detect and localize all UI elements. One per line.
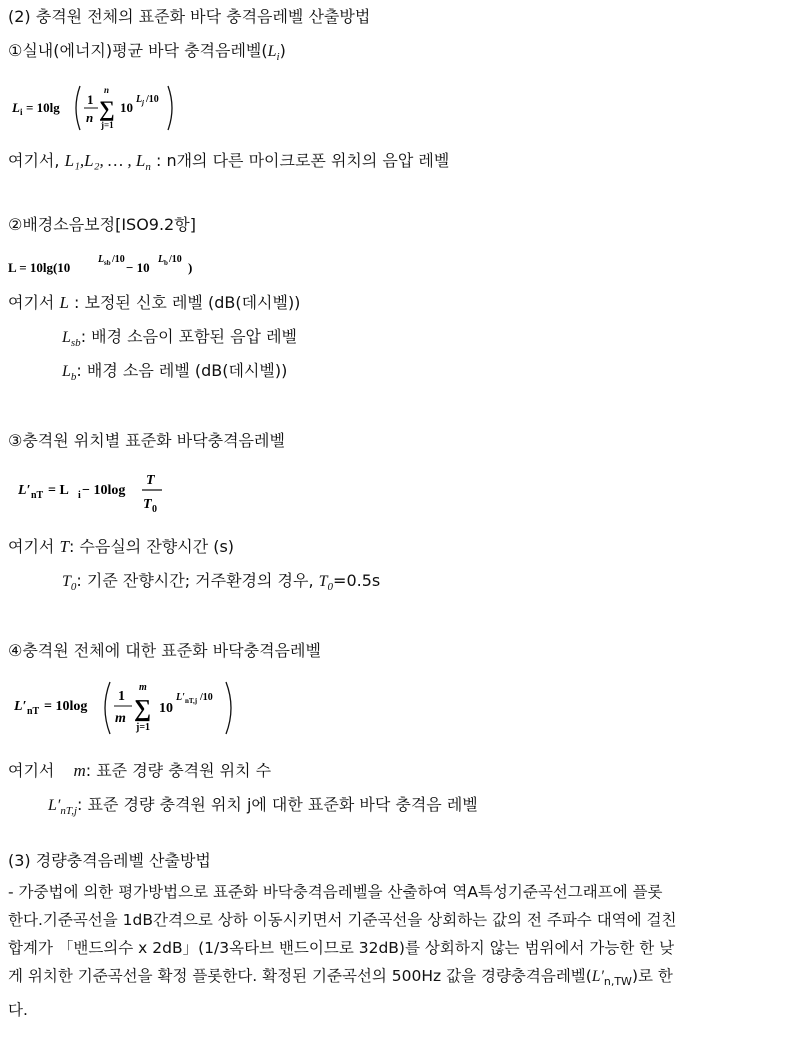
svg-text:1: 1 <box>118 689 125 704</box>
svg-text:L: L <box>98 254 105 265</box>
section-2-title: (2) 충격원 전체의 표준화 바닥 충격음레벨 산출방법 <box>8 7 371 26</box>
sub2-item-lb: $L_b$: 배경 소음 레벨 (dB(데시벨)) <box>62 361 288 384</box>
paragraph-line: 합계가 「밴드의수 x 2dB」(1/3옥타브 밴드이므로 32dB)를 상회하지 않는 범위에서 가능한 한 낮 <box>8 939 675 957</box>
paragraph-line: 한다.기준곡선을 1dB간격으로 상하 이동시키면서 기준곡선을 상회하는 값의 전 주파수 대역에 걸친 <box>8 911 677 929</box>
svg-text:L: L <box>12 100 20 115</box>
svg-text:m: m <box>139 682 147 693</box>
equation-position-standardized-graphic <box>18 464 188 520</box>
equation-background-correction-graphic <box>8 250 208 280</box>
svg-text:− 10: − 10 <box>126 260 150 275</box>
sub4-description: 여기서 m: 표준 경량 충격원 위치 수 <box>8 761 272 780</box>
equation-overall-standardized-graphic <box>14 676 244 740</box>
svg-text:j: j <box>142 99 144 107</box>
svg-text:0: 0 <box>152 504 157 515</box>
svg-text:/10: /10 <box>169 254 182 265</box>
sub2-title: ②배경소음보정[ISO9.2항] <box>8 215 196 234</box>
svg-text:/10: /10 <box>146 94 159 105</box>
svg-text:n: n <box>104 85 110 95</box>
svg-text:j=1: j=1 <box>136 722 151 733</box>
svg-text:nT,j: nT,j <box>185 697 198 705</box>
svg-text:10: 10 <box>120 100 133 115</box>
svg-text:= 10lg: = 10lg <box>26 100 60 115</box>
sub3-description: 여기서 T: 수음실의 잔향시간 (s) <box>8 537 235 556</box>
svg-text:10: 10 <box>159 701 173 716</box>
svg-text:/10: /10 <box>200 692 213 703</box>
sub3-item-t0: $T_0$: 기준 잔향시간; 거주환경의 경우, $T_0=0.5s$ <box>62 571 381 594</box>
svg-text:L = 10lg(10: L = 10lg(10 <box>8 260 71 275</box>
svg-text:1: 1 <box>87 92 94 107</box>
svg-text:nT: nT <box>31 490 44 501</box>
sub3-title: ③충격원 위치별 표준화 바닥충격음레벨 <box>8 431 285 450</box>
paragraph-line: 다. <box>8 1001 28 1020</box>
svg-text:i: i <box>78 490 81 501</box>
svg-text:nT: nT <box>27 706 40 717</box>
equation-overall-standardized <box>14 676 244 745</box>
svg-text:= L: = L <box>48 483 69 498</box>
svg-text:− 10log: − 10log <box>82 483 126 498</box>
svg-text:j=1: j=1 <box>101 120 114 130</box>
svg-text:m: m <box>115 711 126 726</box>
equation-background-correction <box>8 250 208 285</box>
sub1-title: ①실내(에너지)평균 바닥 충격음레벨$(L_i)$ <box>8 41 286 64</box>
svg-text:/10: /10 <box>112 254 125 265</box>
equation-position-standardized <box>18 464 188 525</box>
svg-text:T: T <box>146 473 155 488</box>
svg-text:sb: sb <box>104 259 111 267</box>
paragraph-line: - 가중법에 의한 평가방법으로 표준화 바닥충격음레벨을 산출하여 역A특성기준곡선그래프에 플롯 <box>8 883 663 901</box>
sub2-description: 여기서 L : 보정된 신호 레벨 (dB(데시벨)) <box>8 293 301 312</box>
svg-text:L′: L′ <box>18 483 31 498</box>
equation-energy-average-graphic <box>10 80 180 136</box>
sum-icon: ∑ <box>99 96 115 121</box>
svg-text:L: L <box>158 254 165 265</box>
sub4-item-lntj: $L'_{nT,j}$: 표준 경량 충격원 위치 j에 대한 표준화 바닥 충격음 레벨 <box>48 795 478 818</box>
sum-icon: ∑ <box>134 696 152 722</box>
svg-text:L′: L′ <box>176 692 185 703</box>
sub2-item-lsb: $L_{sb}$: 배경 소음이 포함된 음압 레벨 <box>62 327 297 350</box>
sub1-description: 여기서, L₁,L₂, … , $L_n$ : n개의 다른 마이크로폰 위치의 음압 레벨 <box>8 151 450 174</box>
svg-text:= 10log: = 10log <box>44 699 88 714</box>
svg-text:T: T <box>143 497 152 512</box>
svg-text:): ) <box>188 260 193 275</box>
svg-text:n: n <box>86 110 94 125</box>
svg-text:L′: L′ <box>14 699 27 714</box>
paragraph-line: 게 위치한 기준곡선을 확정 플롯한다. 확정된 기준곡선의 500Hz 값을 경량충격음레벨$(L'_{n,TW})$로 한 <box>8 967 673 989</box>
svg-text:b: b <box>164 259 168 267</box>
svg-text:L: L <box>136 94 143 105</box>
section-3-paragraph <box>8 878 794 1024</box>
equation-energy-average <box>10 80 180 136</box>
svg-text:i: i <box>20 107 23 117</box>
section-3-title: (3) 경량충격음레벨 산출방법 <box>8 851 211 870</box>
sub4-title: ④충격원 전체에 대한 표준화 바닥충격음레벨 <box>8 641 321 660</box>
